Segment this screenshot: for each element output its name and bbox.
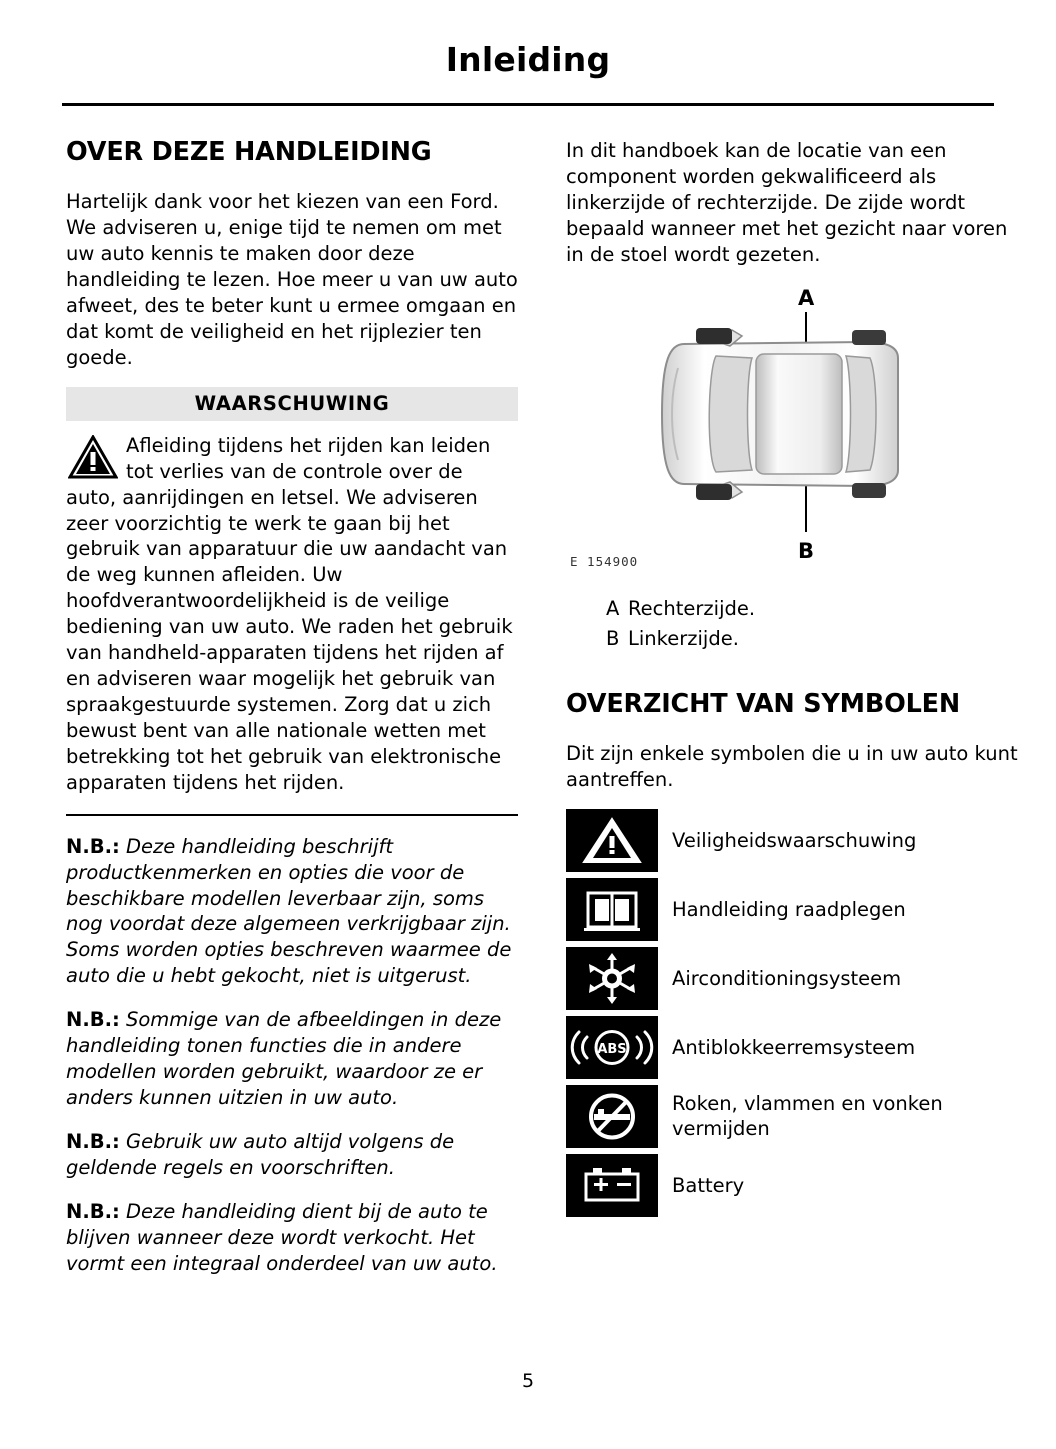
- section-heading-about-manual: OVER DEZE HANDLEIDING: [66, 137, 432, 167]
- battery-icon: [566, 1154, 658, 1217]
- intro-paragraph: Hartelijk dank voor het kiezen van een Ford. We adviseren u, enige tijd te nemen om met uw auto kennis te maken door deze handleiding te lezen. Hoe meer u van uw auto afweet, des te beter kunt u ermee omgaan en dat komt de veiligheid en het rijplezier ten goede.: [66, 190, 518, 369]
- air-conditioning-icon: [566, 947, 658, 1010]
- note-text: Sommige van de afbeeldingen in deze handleiding tonen functies die in andere modellen worden gebruikt, waardoor ze er anders kunnen uitzien in uw auto.: [66, 1008, 502, 1109]
- section-divider: [66, 814, 518, 816]
- page-number: 5: [521, 1370, 535, 1392]
- list-item: [566, 809, 1018, 872]
- symbol-label: Handleiding raadplegen: [672, 897, 906, 921]
- illustration-figure-code: E 154900: [570, 553, 639, 569]
- warning-triangle-icon: [68, 435, 118, 479]
- legend-value: Linkerzijde.: [628, 626, 739, 650]
- left-column: [66, 138, 518, 1295]
- vehicle-diagram: [566, 284, 1018, 552]
- note-item: [66, 1199, 518, 1277]
- page-title: Inleiding: [445, 40, 611, 79]
- note-item: [66, 1007, 518, 1111]
- no-smoking-icon: [566, 1085, 658, 1148]
- list-item: [566, 1085, 1018, 1148]
- legend-row: [566, 594, 1018, 624]
- illustration-label-b: B: [798, 538, 815, 563]
- safety-warning-icon: [566, 809, 658, 872]
- svg-text:ABS: ABS: [597, 1042, 627, 1058]
- list-item: [566, 947, 1018, 1010]
- list-item: [566, 878, 1018, 941]
- note-label: N.B.:: [66, 834, 120, 858]
- warning-banner: WAARSCHUWING: [66, 387, 518, 421]
- note-text: Deze handleiding beschrijft productkenmerken en opties die voor de beschikbare modellen leverbaar zijn, soms nog voordat deze algemeen verkrijgbaar zijn. Soms worden opties beschreven waarmee de auto die u hebt gekocht, niet is uitgerust.: [66, 834, 512, 988]
- symbol-label: Roken, vlammen en vonken vermijden: [672, 1092, 943, 1140]
- side-definition-paragraph: In dit handboek kan de locatie van een component worden gekwalificeerd als linkerzijde of rechterzijde. De zijde wordt bepaald wanneer met het gezicht naar voren in de stoel wordt gezeten.: [566, 139, 1008, 266]
- vehicle-top-view-illustration: [566, 284, 1018, 574]
- note-text: Deze handleiding dient bij de auto te blijven wanneer deze wordt verkocht. Het vormt een integraal onderdeel van uw auto.: [66, 1199, 498, 1275]
- symbols-list: [566, 809, 1018, 1217]
- warning-text: Afleiding tijdens het rijden kan leiden tot verlies van de controle over de auto, aanrijdingen en letsel. We adviseren zeer voorzichtig te werk te gaan bij het gebruik van apparatuur die uw aandacht van de weg kunnen afleiden. Uw hoofdverantwoordelijkheid is de veilige bediening van uw auto. We raden het gebruik van handheld-apparaten tijdens het rijden af en adviseren waar mogelijk het gebruik van spraakgestuurde systemen. Zorg dat u zich bewust bent van alle nationale wetten met betrekking tot het gebruik van elektronische apparaten tijdens het rijden.: [66, 433, 513, 794]
- header-divider: [62, 103, 994, 106]
- note-label: N.B.:: [66, 1129, 120, 1153]
- note-label: N.B.:: [66, 1008, 120, 1032]
- illustration-label-a: A: [798, 285, 815, 310]
- legend-key: A: [606, 596, 620, 620]
- note-text: Gebruik uw auto altijd volgens de geldende regels en voorschriften.: [66, 1129, 455, 1179]
- legend-key: B: [606, 626, 620, 650]
- abs-icon: [566, 1016, 658, 1079]
- note-label: N.B.:: [66, 1199, 120, 1223]
- consult-manual-icon: [566, 878, 658, 941]
- symbols-intro-paragraph: Dit zijn enkele symbolen die u in uw auto kunt aantreffen.: [566, 742, 1018, 792]
- symbol-label: Battery: [672, 1173, 745, 1197]
- section-heading-symbols: OVERZICHT VAN SYMBOLEN: [566, 689, 960, 720]
- legend-row: [566, 624, 1018, 654]
- warning-text-block: [66, 433, 518, 796]
- illustration-legend: [566, 594, 1018, 654]
- right-column: [566, 138, 1018, 1223]
- note-item: [66, 834, 518, 990]
- note-item: [66, 1129, 518, 1181]
- symbol-label: Veiligheidswaarschuwing: [672, 828, 917, 852]
- page-header: [62, 40, 994, 79]
- legend-value: Rechterzijde.: [628, 596, 756, 620]
- symbol-label: Antiblokkeerremsysteem: [672, 1035, 916, 1059]
- list-item: [566, 1016, 1018, 1079]
- symbol-label: Airconditioningsysteem: [672, 966, 902, 990]
- list-item: [566, 1154, 1018, 1217]
